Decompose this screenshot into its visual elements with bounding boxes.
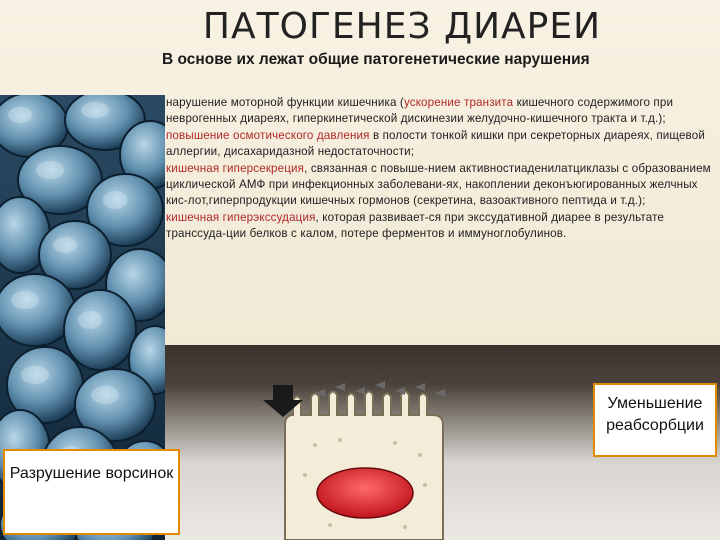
highlight-hypersecretion: кишечная гиперсекреция [166,161,305,175]
highlight-hyperexudation: кишечная гиперэкссудация [166,210,316,224]
body-text [166,95,714,243]
paragraph-hyperexudation-text: , которая развивает-ся при экссудативной диарее в результате транссуда-ции белков с калом, потере ферментов и иммуноглобулинов. [166,210,664,241]
highlight-osmotic-pressure: повышение осмотического давления [166,128,370,142]
villi-destruction-label: Разрушение ворсинок [3,449,180,535]
paragraph-motor-text: нарушение моторной функции кишечника ( [166,96,404,109]
paragraph-hypersecretion [166,161,714,210]
reabsorption-decrease-label: Уменьшение реабсорбции [593,383,717,457]
paragraph-hyperexudation [166,210,714,243]
paragraph-osmotic [166,128,714,161]
paragraph-motor-text-cont: кишечного содержимого при неврогенных диареях, гиперкинетической дискинезии желудочно-кишечного тракта и т.д.); [166,96,674,126]
paragraph-motor [166,95,714,128]
paragraph-osmotic-text: в полости тонкой кишки при секреторных диареях, пищевой аллергии, дисахаридазной недостаточности; [166,128,705,159]
slide-subtitle: В основе их лежат общие патогенетические нарушения [162,51,590,68]
highlight-transit-acceleration: ускорение транзита [403,96,514,109]
slide-title [0,6,720,47]
paragraph-hypersecretion-text: , связанная с повыше-нием активностиаденилатциклазы с образованием циклической АМФ при инфекционных заболевани-ях, накоплении деконъюгированных желчных кис-лот,гиперпродукции кишечных гормонов (секретина, вазоактивного пептида и т.д.); [166,161,711,208]
slide-title-text: ПАТОГЕНЕЗ ДИАРЕИ [202,6,602,47]
